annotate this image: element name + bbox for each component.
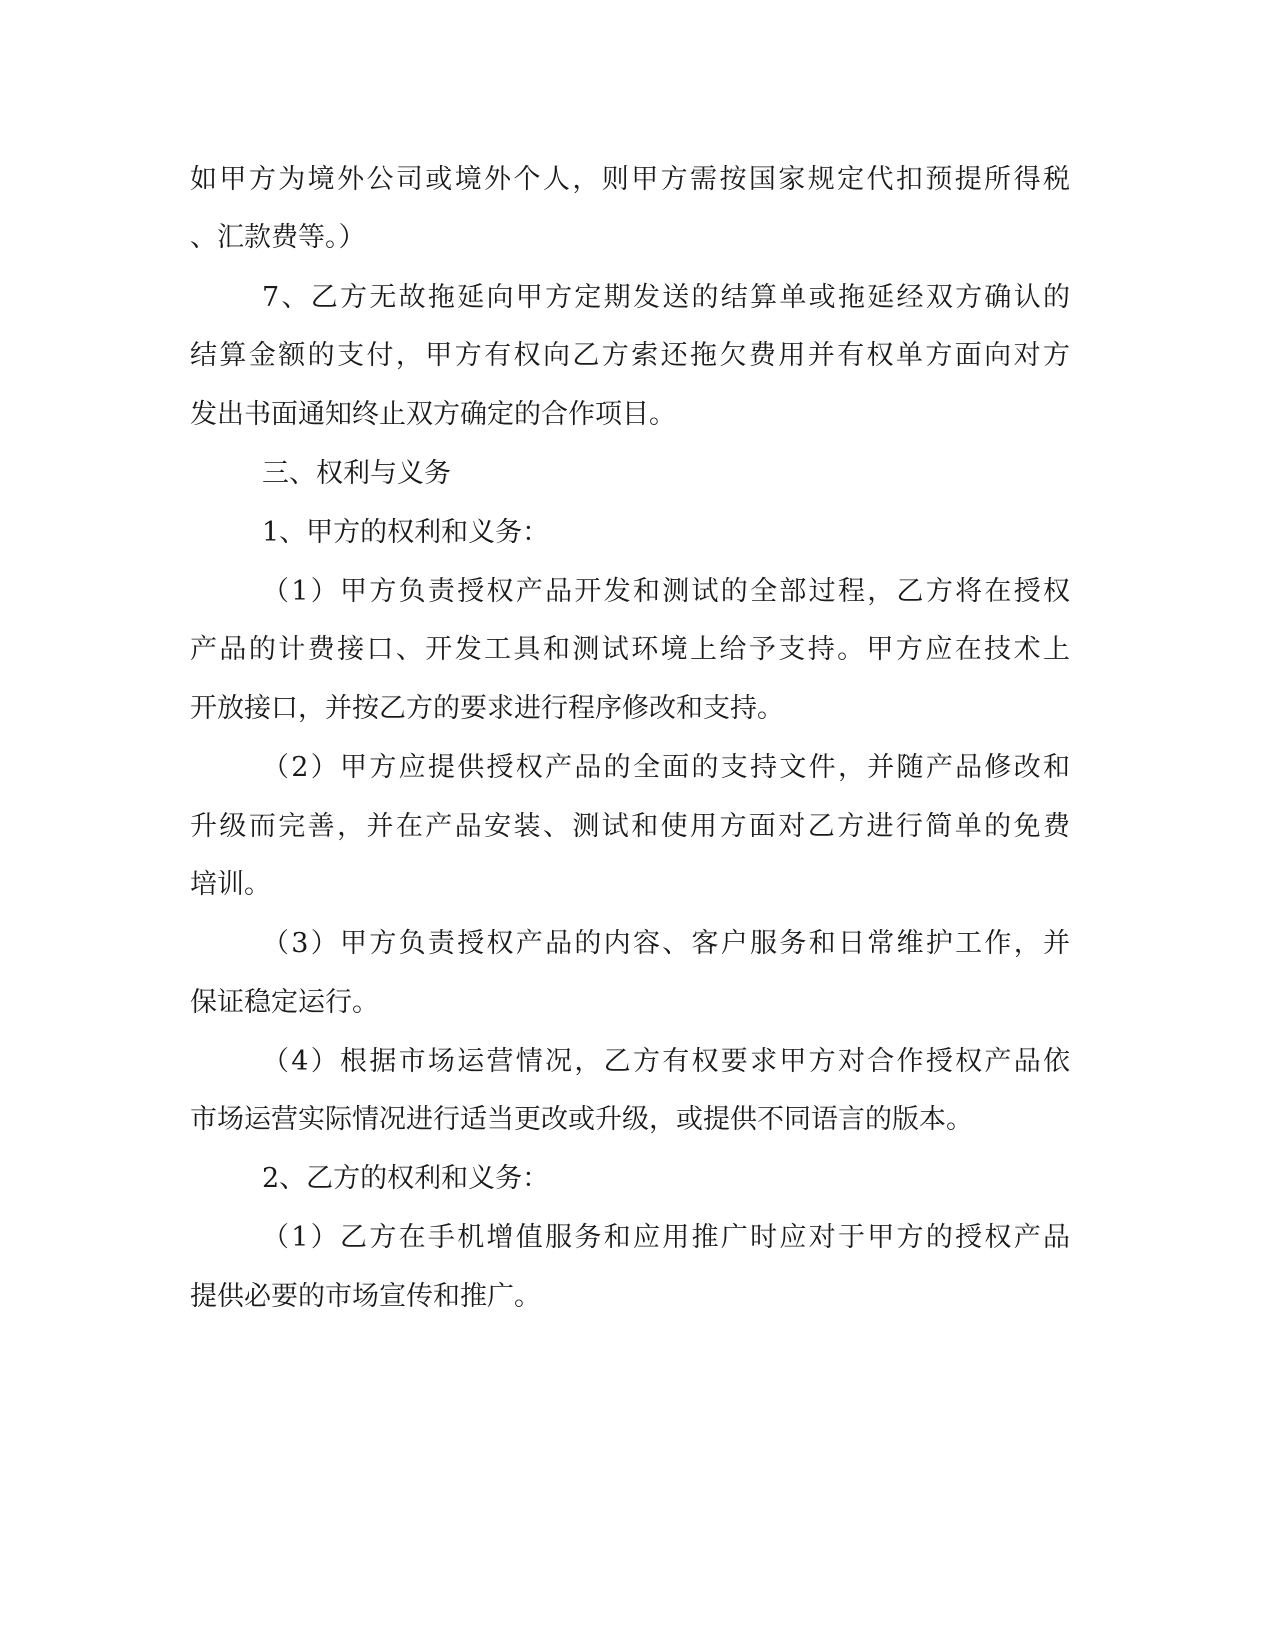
item-1-2-line-3: 培训。 [190,869,271,900]
clause-7-line-2: 结算金额的支付，甲方有权向乙方索还拖欠费用并有权单方面向对方 [190,340,1070,371]
item-1-4-line-1: （4）根据市场运营情况，乙方有权要求甲方对合作授权产品依 [262,1046,1070,1077]
item-1-2-line-2: 升级而完善，并在产品安装、测试和使用方面对乙方进行简单的免费 [190,811,1070,842]
item-1-1-line-3: 开放接口，并按乙方的要求进行程序修改和支持。 [190,693,784,724]
section-heading-3: 三、权利与义务 [262,458,451,489]
item-1-3-line-2: 保证稳定运行。 [190,987,379,1018]
subsection-heading-1: 1、甲方的权利和义务： [262,517,550,548]
item-1-2-line-1: （2）甲方应提供授权产品的全面的支持文件，并随产品修改和 [262,752,1070,783]
text-line-2: 、汇款费等。） [190,222,366,253]
item-2-1-line-1: （1）乙方在手机增值服务和应用推广时应对于甲方的授权产品 [262,1222,1070,1253]
item-1-1-line-2: 产品的计费接口、开发工具和测试环境上给予支持。甲方应在技术上 [190,634,1070,665]
item-1-4-line-2: 市场运营实际情况进行适当更改或升级，或提供不同语言的版本。 [190,1104,973,1135]
clause-7-line-3: 发出书面通知终止双方确定的合作项目。 [190,399,676,430]
clause-7-line-1: 7、乙方无故拖延向甲方定期发送的结算单或拖延经双方确认的 [262,282,1070,313]
item-1-3-line-1: （3）甲方负责授权产品的内容、客户服务和日常维护工作，并 [262,928,1070,959]
text-line-1: 如甲方为境外公司或境外个人，则甲方需按国家规定代扣预提所得税 [190,164,1070,195]
item-2-1-line-2: 提供必要的市场宣传和推广。 [190,1281,541,1312]
subsection-heading-2: 2、乙方的权利和义务： [262,1163,550,1194]
item-1-1-line-1: （1）甲方负责授权产品开发和测试的全部过程，乙方将在授权 [262,576,1070,607]
